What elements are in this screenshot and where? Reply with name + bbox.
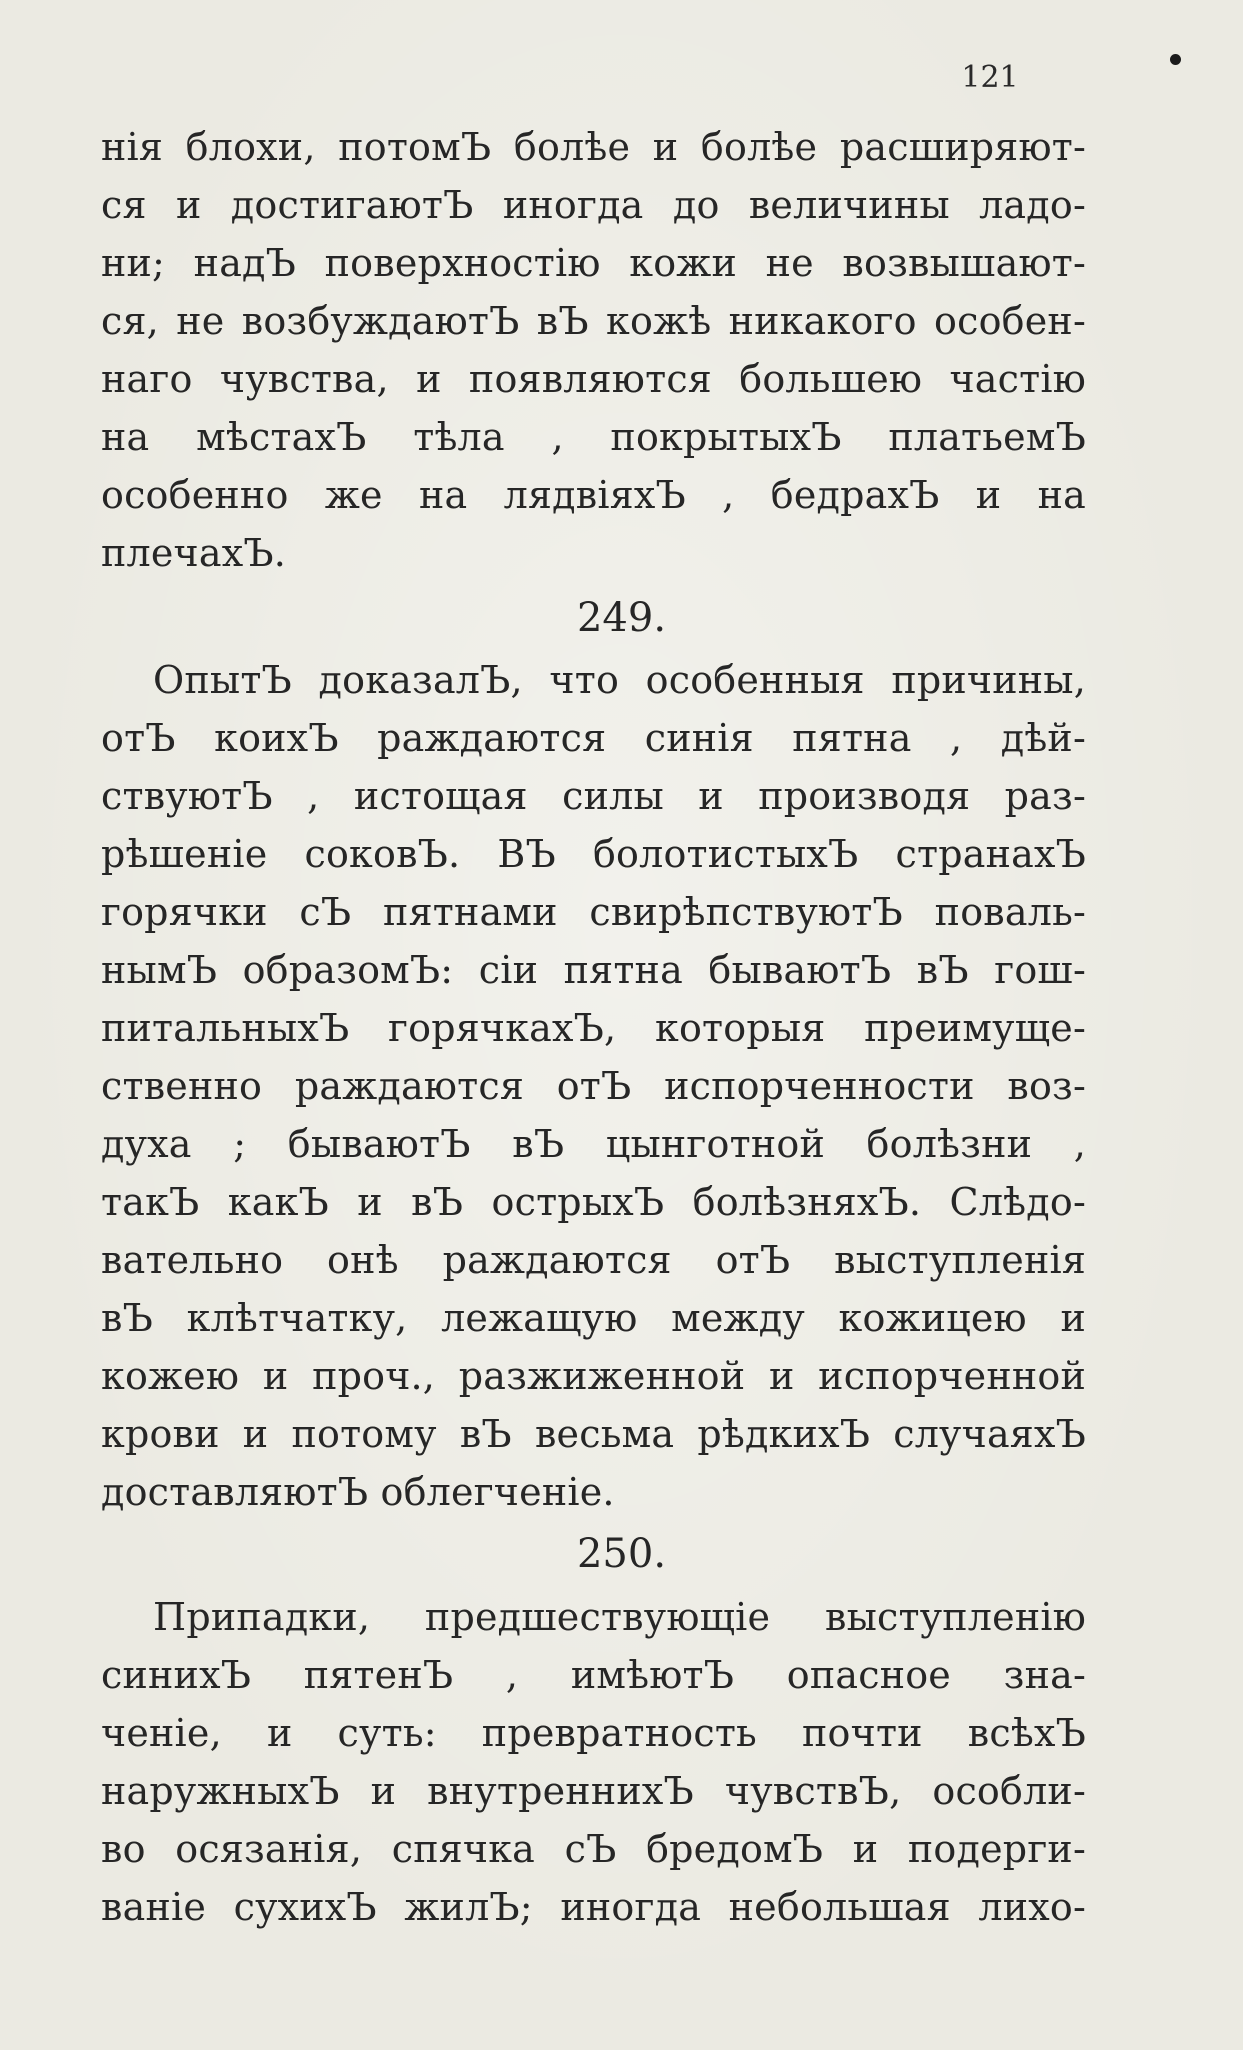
text-line: синихЪ пятенЪ , имѣютЪ опасное зна-: [101, 1653, 1086, 1697]
text-line: плечахЪ.: [101, 531, 287, 575]
text-line: вЪ клѣтчатку, лежащую между кожицею и: [101, 1296, 1086, 1340]
text-line: кожею и проч., разжиженной и испорченной: [101, 1354, 1086, 1398]
text-line: ся и достигаютЪ иногда до величины ладо-: [101, 183, 1086, 227]
section-number-250: 250.: [576, 1531, 667, 1577]
text-line: наго чувства, и появляются большею частію: [101, 357, 1086, 401]
text-line: вательно онѣ раждаются отЪ выступленія: [101, 1238, 1086, 1282]
text-line: крови и потому вЪ весьма рѣдкихЪ случаяхЪ: [101, 1412, 1086, 1456]
text-line: питальныхЪ горячкахЪ, которыя преимуще-: [101, 1006, 1086, 1050]
paragraph-250: [101, 1588, 1086, 1936]
text-line: доставляютЪ облегченіе.: [101, 1470, 615, 1514]
text-line: нымЪ образомЪ: сіи пятна бываютЪ вЪ гош-: [101, 948, 1086, 992]
text-line: горячки сЪ пятнами свирѣпствуютЪ поваль-: [101, 890, 1086, 934]
text-line: рѣшеніе соковЪ. ВЪ болотистыхЪ странахЪ: [101, 832, 1086, 876]
text-line: ченіе, и суть: превратность почти всѣхЪ: [101, 1711, 1086, 1755]
text-line: на мѣстахЪ тѣла , покрытыхЪ платьемЪ: [101, 415, 1086, 459]
ink-dot: [1170, 54, 1181, 65]
text-line: во осязанія, спячка сЪ бредомЪ и подерги-: [101, 1827, 1086, 1871]
text-line: ствуютЪ , истощая силы и производя раз-: [101, 774, 1086, 818]
text-line: ваніе сухихЪ жилЪ; иногда небольшая лихо-: [101, 1885, 1086, 1929]
text-line: Припадки, предшествующіе выступленію: [153, 1595, 1086, 1639]
paragraph-continuation: [101, 118, 1086, 582]
text-line: ни; надЪ поверхностію кожи не возвышают-: [101, 241, 1086, 285]
text-line: ственно раждаются отЪ испорченности воз-: [101, 1064, 1086, 1108]
text-line: ОпытЪ доказалЪ, что особенныя причины,: [153, 658, 1086, 702]
section-number-249: 249.: [576, 595, 667, 641]
text-line: духа ; бываютЪ вЪ цынготной болѣзни ,: [101, 1122, 1086, 1166]
page-number: 121: [961, 60, 1019, 95]
text-line: отЪ коихЪ раждаются синія пятна , дѣй-: [101, 716, 1086, 760]
text-line: наружныхЪ и внутреннихЪ чувствЪ, особли-: [101, 1769, 1086, 1813]
paragraph-249: [101, 651, 1086, 1521]
text-line: особенно же на лядвіяхЪ , бедрахЪ и на: [101, 473, 1086, 517]
text-line: нія блохи, потомЪ болѣе и болѣе расширяют-: [101, 125, 1086, 169]
text-line: такЪ какЪ и вЪ острыхЪ болѣзняхЪ. Слѣдо-: [101, 1180, 1086, 1224]
text-line: ся, не возбуждаютЪ вЪ кожѣ никакого особен-: [101, 299, 1086, 343]
